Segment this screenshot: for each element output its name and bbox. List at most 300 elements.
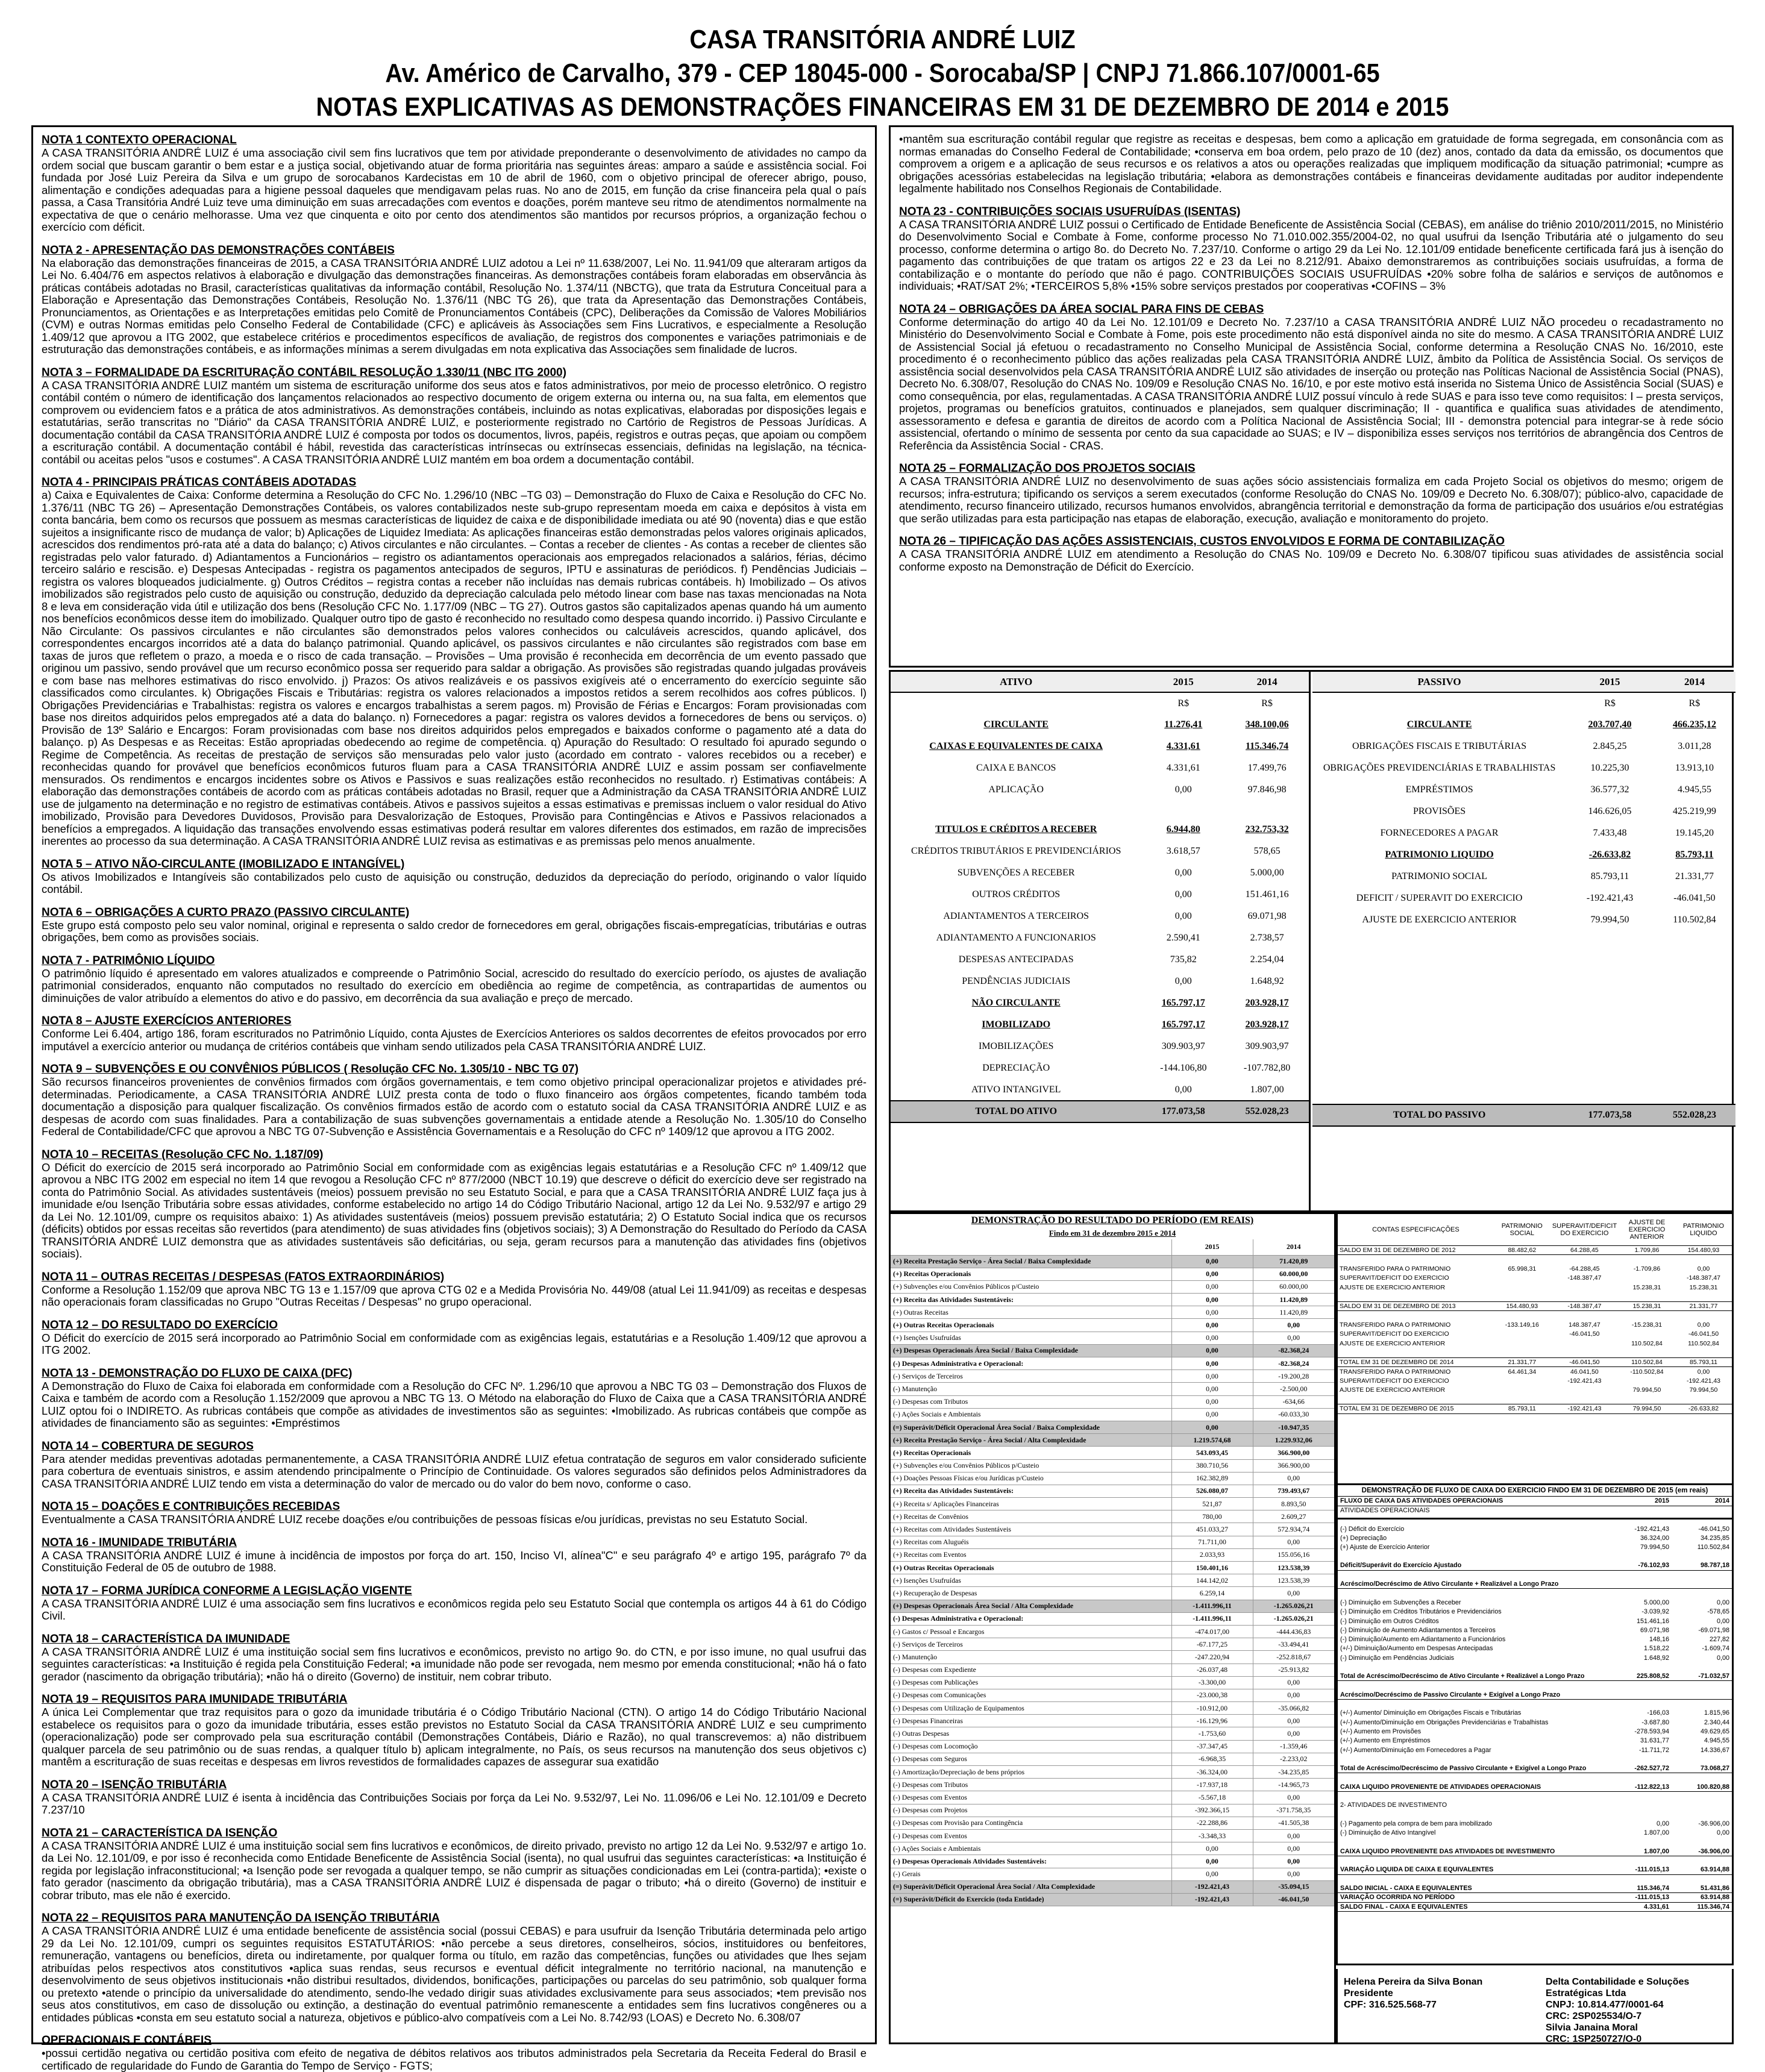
dmpl-value: 64.288,45: [1550, 1245, 1619, 1255]
spacer-row: [1312, 1039, 1735, 1061]
table-row: [891, 1057, 1309, 1079]
value-2015: [1141, 801, 1225, 819]
dre-label: (-) Despesas com Eventos: [891, 1829, 1171, 1842]
dfc-value-2014: 34.235,85: [1700, 1534, 1729, 1542]
note-title: NOTA 11 – OUTRAS RECEITAS / DESPESAS (FATOS EXTRAORDINÁRIOS): [42, 1270, 445, 1283]
dmpl-row: [1338, 1395, 1732, 1404]
note-section: [42, 1062, 867, 1138]
dre-value-2014: 0,00: [1253, 1472, 1334, 1485]
balance-passivo: [1312, 672, 1735, 1210]
row-label: EMPRÉSTIMOS: [1405, 784, 1473, 795]
signature-line: CRC: 1SP250727/O-0: [1546, 2034, 1642, 2044]
note-title: NOTA 23 - CONTRIBUIÇÕES SOCIAIS USUFRUÍDAS (ISENTAS): [899, 205, 1241, 218]
column-header: 2015: [1566, 672, 1654, 692]
dre-label: (-) Despesas com Tributos: [891, 1779, 1171, 1791]
dmpl-value: [1494, 1348, 1550, 1358]
dre-row: [891, 1459, 1334, 1472]
spacer-cell: [1654, 1018, 1735, 1039]
dfc-label: ATIVIDADES OPERACIONAIS: [1340, 1507, 1430, 1515]
dfc-value-2014: [1672, 1874, 1732, 1883]
total-2015: 177.073,58: [1566, 1104, 1654, 1126]
dre-value-2014: -46.041,50: [1253, 1893, 1334, 1906]
dfc-value-2014: [1672, 1681, 1732, 1690]
dre-value-2014: 1.229.932,06: [1253, 1434, 1334, 1447]
dfc-row: [1338, 1533, 1732, 1542]
spacer-row: [1312, 1083, 1735, 1104]
row-label: APLICAÇÃO: [988, 784, 1044, 795]
dfc-label: [1338, 1552, 1611, 1561]
spacer-cell: [1566, 1039, 1654, 1061]
dre-value-2015: -1.753,60: [1171, 1727, 1253, 1740]
spacer-cell: [1312, 974, 1566, 996]
dfc-label: CAIXA LIQUIDO PROVENIENTE DE ATIVIDADES OPERACIONAIS: [1338, 1782, 1611, 1791]
dre-label: (+) Isenções Usufruídas: [891, 1332, 1171, 1344]
table-row: [891, 906, 1309, 927]
dre-label: (-) Despesas Financeiras: [891, 1715, 1171, 1727]
table-row: [1312, 887, 1735, 909]
spacer-cell: [1566, 1018, 1654, 1039]
dre-value-2014: 0,00: [1253, 1715, 1334, 1727]
dfc-label: [1338, 1589, 1611, 1598]
table-header-row: [1312, 672, 1735, 692]
note-body: A Demonstração do Fluxo de Caixa foi elaborada em conformidade com a Resolução do CFC Nº. 1.296/10 que aprovou a NBC TG 03 – Demonstração dos Fluxos de Caixa e também de acordo com a Resolução 1.152/2009 que aprovou a NBC TG 13. O Método na elaboração do Fluxo de Caixa que a CASA TRANSITÓRIA ANDRÉ LUIZ optou foi o INDIRETO. As rubricas contábeis que compõe as atividades de investimentos são as seguintes: •Imobilizado. As rubricas contábeis que compõe as atividades de financiamento são as seguintes: •Empréstimos: [42, 1379, 867, 1429]
dfc-row: [1338, 1782, 1732, 1791]
spacer-cell: [1312, 953, 1566, 974]
dfc-value-2014: 51.431,86: [1672, 1883, 1732, 1892]
column-header: PASSIVO: [1312, 672, 1566, 692]
dre-label: (-) Despesas com Utilização de Equipamentos: [891, 1702, 1171, 1715]
dre-value-2015: -1.411.996,11: [1171, 1612, 1253, 1625]
value-2015: 3.618,57: [1166, 846, 1200, 856]
dre-value-2015: -17.937,18: [1171, 1779, 1253, 1791]
dfc-row: [1338, 1865, 1732, 1874]
income-statement: [889, 1212, 1336, 2044]
dre-label: (+) Receitas com Eventos: [891, 1548, 1171, 1561]
note-section: [42, 1778, 867, 1817]
note-body: A CASA TRANSITÓRIA ANDRÉ LUIZ no desenvolvimento de suas ações sócio assistenciais formaliza em cada Projeto Social os objetivos do mesmo; origem de recursos; infra-estrutura; tipificando os serviços a serem executados (conforme Resolução do CNAS No. 109/09 e Decreto No. 6.308/07); público-alvo, capacidade de atendimento, recurso financeiro utilizado, recursos humanos envolvidos, abrangência territorial e demonstração da forma de participação dos usuários e/ou estratégias que serão utilizadas para esta participação nas etapas de elaboração, execução, avaliação e monitoramento do projeto.: [899, 475, 1723, 525]
dre-value-2014: 0,00: [1253, 1855, 1334, 1868]
dfc-value-2014: 73.068,27: [1672, 1764, 1732, 1773]
dfc-label: Acréscimo/Decréscimo de Passivo Circulante + Exigível a Longo Prazo: [1338, 1690, 1611, 1699]
dre-label: (-) Manutenção: [891, 1651, 1171, 1664]
dmpl-value: 0,00: [1697, 1368, 1710, 1376]
note-title: NOTA 5 – ATIVO NÃO-CIRCULANTE (IMOBILIZADO E INTANGÍVEL): [42, 857, 405, 871]
note-section: [42, 1148, 867, 1260]
dre-label: (-) Despesas com Eventos: [891, 1791, 1171, 1804]
dmpl-label: AJUSTE DE EXERCICIO ANTERIOR: [1340, 1386, 1446, 1394]
note-section: [899, 133, 1723, 195]
dre-row: [891, 1485, 1334, 1497]
dmpl-value: [1675, 1395, 1732, 1404]
dfc-value-2015: -262.527,72: [1611, 1764, 1672, 1773]
dre-row: [891, 1612, 1334, 1625]
dmpl-value: [1550, 1311, 1619, 1321]
dfc-value-2015: 79.994,50: [1640, 1544, 1669, 1551]
value-2014: 466.235,12: [1672, 719, 1716, 730]
dfc-label: [1338, 1700, 1611, 1709]
currency-spacer: [1312, 692, 1566, 714]
dmpl-value: 110.502,84: [1631, 1339, 1663, 1347]
dmpl-value: 154.480,93: [1675, 1245, 1732, 1255]
dfc-row: [1338, 1810, 1732, 1819]
value-2015: -144.106,80: [1160, 1063, 1207, 1073]
dfc-value-2015: 1.648,92: [1643, 1654, 1669, 1662]
note-section: [42, 1911, 867, 2024]
dre-row: [891, 1268, 1334, 1280]
value-2015: 203.707,40: [1588, 719, 1632, 730]
note-body: Conforme determinação do artigo 40 da Lei No. 12.101/09 e Decreto No. 7.237/10 a CASA TRANSITÓRIA ANDRÉ LUIZ NÃO procedeu o recadastramento no Ministério do Desenvolvimento Social e Combate à Fome, pois este procedimento não está disponível ainda no site do mesmo. A CASA TRANSITÓRIA ANDRÉ LUIZ de Assistencial Social já efetuou o recadastramento no Conselho Municipal de Assistência Social, conforme determina a Resolução CNAS No. 16/2010, este procedimento é o reconhecimento público das ações realizadas pela CASA TRANSITÓRIA ANDRÉ LUIZ, âmbito da Política de Assistência Social. Os serviços de assistência social desenvolvidos pela CASA TRANSITÓRIA ANDRÉ LUIZ são atividades de inserção ou proteção nas Políticas Nacional de Assistência Social (PNAS), Decreto No. 6.308/07, Resolução do CNAS No. 109/09 e Resolução CNAS No. 16/10, e por este motivo está inserida no Sistema Único de Assistência Social (SUAS) e como consequência, por elas, regulamentadas. A CASA TRANSITÓRIA ANDRÉ LUIZ possuí vínculo à rede SUAS e para isso teve como requisitos: I – presta serviços, projetos, programas ou benefícios gratuitos, continuados e planejados, sem qualquer discriminação; II - quantifica e qualifica suas atividades de atendimento, assessoramento e defesa e garantia de direitos de acordo com a Política Nacional de Assistência Social; III - demonstra potencial para integrar-se à rede sócio assistencial, ofertando o mínimo de sessenta por cento da sua capacidade ao SUAS; e IV – disponibiliza esses serviços nos territórios de abrangência dos Centros de Referência da Assistência Social - CRAS.: [899, 315, 1723, 452]
dfc-value-2014: [1672, 1773, 1732, 1782]
row-label: AJUSTE DE EXERCICIO ANTERIOR: [1362, 915, 1517, 925]
dre-value-2014: 0,00: [1253, 1536, 1334, 1548]
table-row: [891, 779, 1309, 801]
dre-label: (+) Receita das Atividades Sustentáveis:: [891, 1294, 1171, 1306]
dmpl-value: 21.331,77: [1494, 1357, 1550, 1367]
dre-label: (-) Despesas Operacionais Atividades Sustentáveis:: [891, 1855, 1171, 1868]
dmpl-value: -133.149,16: [1505, 1321, 1539, 1329]
dfc-value-2015: 115.346,74: [1611, 1883, 1672, 1892]
dfc-row: [1338, 1902, 1732, 1911]
dfc-header-row: [1338, 1497, 1732, 1506]
row-label: PENDÊNCIAS JUDICIAIS: [962, 976, 1071, 986]
dre-value-2015: 0,00: [1171, 1842, 1253, 1855]
dre-label: (-) Serviços de Terceiros: [891, 1638, 1171, 1651]
dmpl-value: -46.041,50: [1550, 1357, 1619, 1367]
spacer-cell: [1312, 1039, 1566, 1061]
dmpl-row: [1338, 1339, 1732, 1348]
dre-value-2015: 780,00: [1171, 1510, 1253, 1523]
dre-value-2014: 71.420,89: [1253, 1255, 1334, 1268]
dfc-value-2014: 0,00: [1716, 1654, 1729, 1662]
total-label: TOTAL DO ATIVO: [891, 1101, 1141, 1122]
dmpl-label: SUPERAVIT/DEFICIT DO EXERCICIO: [1340, 1274, 1449, 1282]
value-2015: 0,00: [1174, 976, 1192, 986]
dre-label: (-) Despesas com Projetos: [891, 1804, 1171, 1817]
table-row: [1312, 736, 1735, 757]
note-section: [42, 2033, 867, 2072]
dre-value-2015: 526.080,07: [1171, 1485, 1253, 1497]
dfc-value-2014: 0,00: [1716, 1598, 1729, 1606]
dfc-value-2015: [1611, 1754, 1672, 1764]
dfc-value-2015: -166,03: [1647, 1709, 1669, 1717]
document-header: [0, 23, 1765, 124]
dre-value-2015: 6.259,14: [1171, 1587, 1253, 1600]
dfc-row: [1338, 1829, 1732, 1838]
dmpl-value: 88.482,62: [1494, 1245, 1550, 1255]
dmpl-value: 15.238,31: [1689, 1283, 1718, 1291]
dre-value-2015: -5.567,18: [1171, 1791, 1253, 1804]
value-2015: 146.626,05: [1588, 806, 1632, 816]
currency-spacer: [891, 692, 1141, 714]
dfc-value-2014: 110.502,84: [1697, 1544, 1729, 1551]
value-2014: 69.071,98: [1247, 911, 1287, 921]
dmpl-column-header: AJUSTE DE EXERCICIO ANTERIOR: [1619, 1214, 1675, 1245]
dre-value-2014: -2.233,02: [1253, 1753, 1334, 1765]
dfc-value-2014: -578,65: [1707, 1608, 1729, 1616]
dfc-value-2014: 1.815,96: [1704, 1709, 1729, 1717]
note-body: Este grupo está composto pelo seu valor nominal, original e representa o saldo credor de fornecedores em geral, obrigações fiscais-empregatícias, tributárias e outras obrigações, bem como as provisões sociais.: [42, 918, 867, 944]
dre-value-2015: -474.017,00: [1171, 1625, 1253, 1638]
dre-value-2014: -82.368,24: [1253, 1344, 1334, 1357]
row-label: IMOBILIZADO: [982, 1019, 1051, 1030]
dfc-value-2014: 2.340,44: [1704, 1718, 1729, 1726]
note-title: NOTA 8 – AJUSTE EXERCÍCIOS ANTERIORES: [42, 1015, 292, 1027]
dfc-value-2014: [1672, 1838, 1732, 1847]
table-row: [891, 1079, 1309, 1101]
row-label: NÃO CIRCULANTE: [971, 998, 1061, 1008]
dfc-row: [1338, 1736, 1732, 1745]
dre-row: [891, 1370, 1334, 1383]
note-title: NOTA 21 – CARACTERÍSTICA DA ISENÇÃO: [42, 1826, 278, 1839]
dre-row: [891, 1855, 1334, 1868]
dre-value-2014: -634,66: [1253, 1395, 1334, 1408]
value-2014: 17.499,76: [1247, 763, 1287, 773]
dfc-label: (-) Pagamento pela compra de bem para imobilizado: [1340, 1820, 1493, 1828]
spacer-row: [1312, 931, 1735, 953]
dre-value-2015: -3.300,00: [1171, 1676, 1253, 1689]
dre-label: (=) Superávit/Déficit Operacional Área Social / Baixa Complexidade: [891, 1421, 1171, 1433]
note-title: NOTA 9 – SUBVENÇÕES E OU CONVÊNIOS PÚBLICOS ( Resolução CFC No. 1.305/10 - NBC TG 07): [42, 1063, 579, 1075]
table-row: [891, 927, 1309, 949]
column-header: 2014: [1654, 672, 1735, 692]
table-row: [1312, 714, 1735, 736]
dfc-label: (+/-) Aumento em Empréstimos: [1340, 1737, 1431, 1745]
dre-value-2015: -10.912,00: [1171, 1702, 1253, 1715]
dre-title: DEMONSTRAÇÃO DO RESULTADO DO PERÍODO (EM REAIS): [971, 1215, 1254, 1225]
dre-value-2014: 0,00: [1253, 1676, 1334, 1689]
note-body: Eventualmente a CASA TRANSITÓRIA ANDRÉ LUIZ recebe doações e/ou contribuições de pessoas físicas e/ou jurídicas, previstas no seu Estatuto Social.: [42, 1513, 808, 1526]
dre-value-2014: 0,00: [1253, 1868, 1334, 1880]
dmpl-label: TOTAL EM 31 DE DEZEMBRO DE 2015: [1338, 1404, 1494, 1414]
dfc-label: (-) Déficit do Exercício: [1340, 1525, 1405, 1533]
dre-value-2014: 0,00: [1253, 1791, 1334, 1804]
note-section: [42, 857, 867, 896]
dre-row: [891, 1804, 1334, 1817]
value-2014: 115.346,74: [1246, 741, 1289, 751]
dfc-value-2015: [1611, 1515, 1672, 1524]
spacer-cell: [1654, 953, 1735, 974]
dre-row: [891, 1600, 1334, 1612]
table-row: [891, 840, 1309, 862]
notes-left-column: [31, 125, 877, 2072]
dre-value-2015: -67.177,25: [1171, 1638, 1253, 1651]
dre-label: (-) Ações Sociais e Ambientais: [891, 1842, 1171, 1855]
dfc-row: [1338, 1893, 1732, 1902]
dmpl-value: -192.421,43: [1567, 1377, 1602, 1385]
dfc-row: [1338, 1607, 1732, 1617]
dfc-value-2014: [1672, 1856, 1732, 1865]
note-title: NOTA 10 – RECEITAS (Resolução CFC No. 1.187/09): [42, 1148, 324, 1161]
dfc-value-2014: [1672, 1580, 1732, 1589]
value-2014: -107.782,80: [1243, 1063, 1291, 1073]
dre-value-2015: 0,00: [1171, 1280, 1253, 1293]
dmpl-row: [1338, 1274, 1732, 1283]
dre-value-2015: 451.033,27: [1171, 1523, 1253, 1536]
note-section: [42, 1270, 867, 1309]
dfc-row: [1338, 1773, 1732, 1782]
table-row: [891, 1036, 1309, 1057]
dfc-value-2015: [1611, 1506, 1672, 1515]
dfc-value-2015: [1611, 1856, 1672, 1865]
dre-value-2014: 572.934,74: [1253, 1523, 1334, 1536]
dmpl-value: 110.502,84: [1688, 1339, 1719, 1347]
value-2014: 232.753,32: [1245, 824, 1289, 834]
dfc-value-2014: [1672, 1515, 1732, 1524]
dmpl-column-header: PATRIMONIO LIQUIDO: [1675, 1214, 1732, 1245]
dfc-value-2015: -112.822,13: [1611, 1782, 1672, 1791]
dfc-row: [1338, 1883, 1732, 1892]
note-section: [42, 1584, 867, 1623]
dmpl-row: [1338, 1311, 1732, 1321]
dfc-value-2015: [1611, 1589, 1672, 1598]
currency-label: R$: [1177, 698, 1190, 709]
value-2015: 0,00: [1174, 1084, 1192, 1095]
spacer-cell: [1566, 996, 1654, 1018]
dre-row: [891, 1344, 1334, 1357]
dre-row: [891, 1893, 1334, 1906]
note-title: NOTA 20 – ISENÇÃO TRIBUTÁRIA: [42, 1778, 227, 1791]
dre-value-2015: 71.711,00: [1171, 1536, 1253, 1548]
dfc-value-2015: -3.687,80: [1641, 1718, 1669, 1726]
dfc-value-2014: 0,00: [1716, 1829, 1729, 1837]
dre-value-2015: -192.421,43: [1171, 1893, 1253, 1906]
dre-row: [891, 1408, 1334, 1421]
dmpl-label: TRANSFERIDO PARA O PATRIMONIO: [1340, 1265, 1451, 1272]
note-section: [42, 1318, 867, 1357]
dmpl-value: [1619, 1330, 1675, 1339]
table-row: [891, 1014, 1309, 1036]
dfc-row: [1338, 1847, 1732, 1856]
row-label: PATRIMONIO LIQUIDO: [1385, 850, 1494, 860]
dre-value-2014: -444.436,83: [1253, 1625, 1334, 1638]
note-section: [42, 366, 867, 466]
dmpl-value: -148.387,47: [1550, 1301, 1619, 1311]
dfc-row: [1338, 1653, 1732, 1662]
note-body: A CASA TRANSITÓRIA ANDRÉ LUIZ é isenta à incidência das Contribuições Sociais por força da Lei No. 9.532/97, Lei No. 11.096/06 e Lei No. 12.101/09 e Decreto 7.237/10: [42, 1791, 867, 1816]
dmpl-value: 15.238,31: [1619, 1301, 1675, 1311]
dre-value-2015: 0,00: [1171, 1395, 1253, 1408]
spacer-row: [1312, 974, 1735, 996]
value-2015: 4.331,61: [1166, 763, 1200, 773]
dfc-row: [1338, 1598, 1732, 1607]
value-2014: 1.807,00: [1250, 1084, 1284, 1095]
dfc-row: [1338, 1727, 1732, 1736]
dfc-value-2015: 5.000,00: [1643, 1598, 1669, 1606]
table-row: [891, 714, 1309, 736]
dre-row: [891, 1332, 1334, 1344]
dmpl-value: [1550, 1348, 1619, 1358]
dre-label: (+) Receita Prestação Serviço - Área Social / Baixa Complexidade: [891, 1255, 1171, 1268]
spacer-cell: [1312, 931, 1566, 953]
dre-value-2014: 739.493,67: [1253, 1485, 1334, 1497]
dre-label: (+) Subvenções e/ou Convênios Públicos p/Custeio: [891, 1280, 1171, 1293]
dfc-year: 2015: [1611, 1497, 1672, 1506]
dre-label: (=) Superávit/Déficit Operacional Área Social / Alta Complexidade: [891, 1880, 1171, 1893]
value-2014: 110.502,84: [1673, 915, 1716, 925]
dfc-value-2014: [1672, 1792, 1732, 1801]
dre-value-2015: 521,87: [1171, 1498, 1253, 1510]
dfc-row: [1338, 1819, 1732, 1828]
value-2015: 4.331,61: [1166, 741, 1200, 751]
dre-value-2014: 123.538,39: [1253, 1574, 1334, 1587]
note-body: •possui certidão negativa ou certidão positiva com efeito de negativa de débitos relativos aos tributos administrados pela Secretaria da Receita Federal do Brasil e certificado de regularidade do Fundo de Garantia do Tempo de Serviço - FGTS;: [42, 2047, 867, 2072]
dre-value-2014: 60.000,00: [1253, 1280, 1334, 1293]
note-body: A CASA TRANSITÓRIA ANDRÉ LUIZ é uma entidade beneficente de assistência social (possui CEBAS) e para usufruir da Isenção Tributária determinada pelo artigo 29 da Lei No. 12.101/09, cumpri os seguintes requisitos ESTATUTÁRIOS: •não percebe a seus diretores, conselheiros, sócios, instituidores ou benfeitores, remuneração, vantagens ou benefícios, direta ou indiretamente, por qualquer forma ou título, em razão das competências, funções ou atividades que lhes sejam atribuídas pelos respectivos atos constitutivos •aplica suas rendas, seus recursos e eventual déficit integralmente no território nacional, na manutenção e desenvolvimento de seus objetivos institucionais •não distribui resultados, dividendos, bonificações, participações ou parcelas do seu patrimônio, sob qualquer forma ou pretexto •atende o princípio da universalidade do atendimento, sendo-lhe vedado dirigir suas atividades exclusivamente para seus associados; •tem previsão nos seus atos constitutivos, em caso de dissolução ou extinção, a destinação do eventual patrimônio remanescente a entidades sem fins lucrativos congêneres ou a entidades públicas •consta em seu estatuto social a natureza, objetivos e público-alvo compatíveis com a Lei No. 8.742/93 (LOAS) e Decreto No. 6.308/07: [42, 1924, 867, 2024]
note-title: NOTA 22 – REQUISITOS PARA MANUTENÇÃO DA ISENÇÃO TRIBUTÁRIA: [42, 1912, 440, 1924]
dmpl-value: -148.387,47: [1567, 1274, 1602, 1282]
signature-line: CPF: 316.525.568-77: [1344, 2000, 1437, 2010]
dfc-table: [1338, 1497, 1732, 1912]
dre-value-2015: -6.968,35: [1171, 1753, 1253, 1765]
note-body: A CASA TRANSITÓRIA ANDRÉ LUIZ é uma instituição social sem fins lucrativos e econômicos, de direito privado, previsto no artigo 12 da Lei No. 9.532/97 e artigo 1o. da Lei No. 12.101/09, e por isso é reconhecida como Entidade Beneficente de Assistência Social (isenta), no qual usufrui das seguintes características: •a Instituição é regida por legislação infraconstitucional; •a Isenção pode ser revogada a qualquer tempo, se não cumprir as situações condicionadas em Lei (contra-partida); •existe o fato gerador (nascimento da obrigação tributária), mas a CASA TRANSITÓRIA ANDRÉ LUIZ é dispensada de pagar o tributo; •há o direito (Governo) de instituir e cobrar tributo, mas ele não é exercido.: [42, 1839, 867, 1901]
dfc-row: [1338, 1515, 1732, 1524]
dfc-value-2015: -3.039,92: [1641, 1608, 1669, 1616]
dre-value-2015: 0,00: [1171, 1383, 1253, 1395]
note-title: NOTA 14 – COBERTURA DE SEGUROS: [42, 1439, 254, 1453]
dre-value-2015: -22.288,86: [1171, 1817, 1253, 1829]
dre-value-2014: 0,00: [1253, 1319, 1334, 1332]
column-header: 2014: [1225, 672, 1309, 692]
dfc-row: [1338, 1690, 1732, 1699]
note-title: NOTA 17 – FORMA JURÍDICA CONFORME A LEGISLAÇÃO VIGENTE: [42, 1584, 412, 1597]
dfc-row: [1338, 1700, 1732, 1709]
dmpl-row: [1338, 1301, 1732, 1311]
dre-value-2014: 366.900,00: [1253, 1447, 1334, 1459]
dfc-row: [1338, 1745, 1732, 1754]
table-row: [1312, 844, 1735, 866]
value-2015: 36.577,32: [1590, 784, 1629, 795]
dfc-label: [1338, 1810, 1611, 1819]
dfc-label: CAIXA LIQUIDO PROVENIENTE DAS ATIVIDADES DE INVESTIMENTO: [1338, 1847, 1611, 1856]
dmpl-label: [1338, 1348, 1494, 1358]
dfc-row: [1338, 1662, 1732, 1671]
note-body: Para atender medidas preventivas adotadas permanentemente, a CASA TRANSITÓRIA ANDRÉ LUIZ efetua contratação de seguros em valor considerado suficiente para cobertura de eventuais sinistros, e assim atendendo principalmente o Princípio de Continuidade. Os valores segurados são definidos pelos Administradores da CASA TRANSITÓRIA ANDRÉ LUIZ tendo em vista a determinação do valor de mercado ou do valor do bem novo, conforme o caso.: [42, 1452, 867, 1490]
dmpl-value: [1494, 1386, 1550, 1395]
dfc-row: [1338, 1764, 1732, 1773]
dre-label: (+) Receitas com Aluguéis: [891, 1536, 1171, 1548]
dfc-value-2014: 63.914,88: [1672, 1893, 1732, 1902]
dre-value-2014: 0,00: [1253, 1689, 1334, 1701]
dre-value-2015: 162.382,89: [1171, 1472, 1253, 1485]
dfc-row: [1338, 1617, 1732, 1626]
dmpl-value: [1675, 1292, 1732, 1302]
note-title: NOTA 25 – FORMALIZAÇÃO DOS PROJETOS SOCIAIS: [899, 462, 1196, 475]
note-body: O Déficit do exercício de 2015 será incorporado ao Patrimônio Social em conformidade com as exigências legais estatutárias e a Resolução CFC nº 1.409/12 que aprovou a NBC ITG 2002 em especial no item 14 que revogou a Resolução CFC nº 877/2000 (NBCT 10.19) que descreve o déficit do exercício deve ser registrado na conta do Patrimônio Social. As atividades sustentáveis (meios) possuem previsão no seu Estatuto Social, e para que a CASA TRANSITÓRIA ANDRÉ LUIZ faça jus à imunidade e/ou Isenção Tributária sobre essas atividades, conforme estabelecido no artigo 14 do Código Tributário Nacional, artigo 12 da Lei No. 9.532/97 e artigo 29 da Lei No. 12.101/09, cumpre os requisitos abaixo: 1) As atividades sustentáveis (meios) possuem previsão estatutária; 2) O Estatuto Social indica que os recursos (déficits) obtidos por essas receitas são revertidos (para atendimento) de suas atividades fins (objetivos sociais); 3) A Demonstração do Resultado do Período da CASA TRANSITÓRIA ANDRÉ LUIZ demonstra que as atividades sustentáveis são deficitárias, ou seja, geram recursos para a manutenção das atividades fins (objetivos sociais).: [42, 1160, 867, 1260]
dre-row: [891, 1664, 1334, 1676]
spacer-cell: [1566, 974, 1654, 996]
dfc-label: [1338, 1838, 1611, 1847]
dfc-value-2015: [1611, 1570, 1672, 1579]
dre-row: [891, 1383, 1334, 1395]
row-label: OBRIGAÇÕES PREVIDENCIÁRIAS E TRABALHISTAS: [1323, 763, 1556, 773]
dmpl-value: [1494, 1255, 1550, 1265]
dmpl-value: [1494, 1292, 1550, 1302]
dre-value-2014: -1.265.026,21: [1253, 1600, 1334, 1612]
dfc-value-2015: -76.102,93: [1611, 1561, 1672, 1570]
dre-label: (+) Receita Prestação Serviço - Área Social / Alta Complexidade: [891, 1434, 1171, 1447]
dfc-value-2014: -46.041,50: [1698, 1525, 1729, 1533]
dre-value-2015: 0,00: [1171, 1255, 1253, 1268]
note-section: [42, 1500, 867, 1526]
currency-row: [891, 692, 1309, 714]
dre-value-2015: 0,00: [1171, 1332, 1253, 1344]
spacer-cell: [1654, 1083, 1735, 1104]
dfc-label: [1338, 1874, 1611, 1883]
dmpl-value: -46.041,50: [1688, 1330, 1719, 1338]
row-label: CAIXA E BANCOS: [976, 763, 1056, 773]
dre-header-spacer: [891, 1239, 1171, 1255]
note-title: NOTA 16 - IMUNIDADE TRIBUTÁRIA: [42, 1536, 237, 1549]
